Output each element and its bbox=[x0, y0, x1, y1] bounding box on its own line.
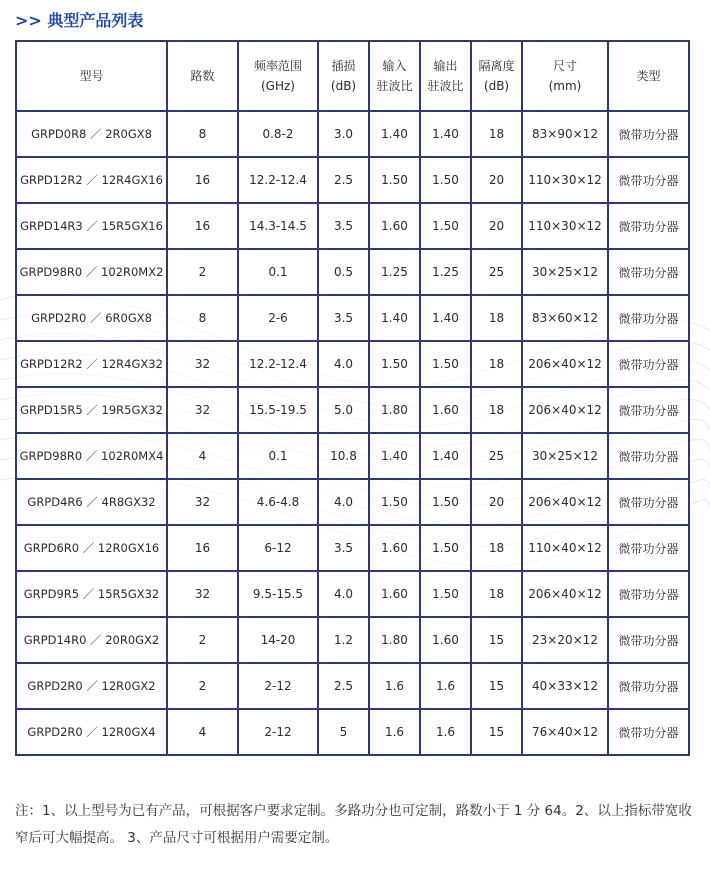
cell-input-vswr: 1.50 bbox=[369, 479, 420, 525]
table-row bbox=[16, 295, 689, 341]
footnote: 注：1、以上型号为已有产品，可根据客户要求定制。多路功分也可定制，路数小于 1 分 64。2、以上指标带宽收窄后可大幅提高。 3、产品尺寸可根据用户需要定制。 bbox=[15, 803, 692, 846]
cell-insertion-loss: 3.5 bbox=[318, 525, 369, 571]
cell-type: 微带功分器 bbox=[608, 387, 689, 433]
cell-frequency-range: 0.1 bbox=[238, 249, 318, 295]
cell-frequency-range: 14.3-14.5 bbox=[238, 203, 318, 249]
cell-frequency-range: 6-12 bbox=[238, 525, 318, 571]
header-line1: 插损 bbox=[331, 59, 356, 73]
cell-model: GRPD9R5 ／ 15R5GX32 bbox=[16, 571, 167, 617]
table-row bbox=[16, 111, 689, 157]
table-row bbox=[16, 387, 689, 433]
cell-output-vswr: 1.40 bbox=[420, 433, 471, 479]
cell-model: GRPD14R3 ／ 15R5GX16 bbox=[16, 203, 167, 249]
cell-dimensions: 206×40×12 bbox=[522, 387, 608, 433]
table-row bbox=[16, 663, 689, 709]
header-line1: 尺寸 bbox=[552, 59, 577, 73]
header-line2: 驻波比 bbox=[376, 79, 413, 93]
cell-dimensions: 206×40×12 bbox=[522, 571, 608, 617]
cell-frequency-range: 15.5-19.5 bbox=[238, 387, 318, 433]
cell-input-vswr: 1.40 bbox=[369, 295, 420, 341]
cell-insertion-loss: 4.0 bbox=[318, 341, 369, 387]
cell-model: GRPD15R5 ／ 19R5GX32 bbox=[16, 387, 167, 433]
header-line2: (dB) bbox=[483, 79, 510, 93]
header-isolation bbox=[471, 41, 522, 111]
cell-input-vswr: 1.6 bbox=[369, 663, 420, 709]
cell-dimensions: 40×33×12 bbox=[522, 663, 608, 709]
cell-output-vswr: 1.50 bbox=[420, 341, 471, 387]
cell-frequency-range: 12.2-12.4 bbox=[238, 157, 318, 203]
header-output-vswr bbox=[420, 41, 471, 111]
header-line1: 输出 bbox=[433, 59, 458, 73]
table-row bbox=[16, 433, 689, 479]
cell-isolation: 18 bbox=[471, 525, 522, 571]
cell-insertion-loss: 3.0 bbox=[318, 111, 369, 157]
cell-input-vswr: 1.60 bbox=[369, 203, 420, 249]
product-table bbox=[15, 40, 690, 756]
header-frequency-range bbox=[238, 41, 318, 111]
cell-type: 微带功分器 bbox=[608, 709, 689, 755]
cell-output-vswr: 1.60 bbox=[420, 617, 471, 663]
cell-output-vswr: 1.50 bbox=[420, 203, 471, 249]
header-line1: 型号 bbox=[79, 69, 104, 83]
cell-type: 微带功分器 bbox=[608, 663, 689, 709]
cell-dimensions: 30×25×12 bbox=[522, 249, 608, 295]
header-channels bbox=[167, 41, 238, 111]
header-line1: 隔离度 bbox=[478, 59, 515, 73]
cell-channels: 16 bbox=[167, 525, 238, 571]
cell-isolation: 25 bbox=[471, 249, 522, 295]
header-line2: (dB) bbox=[330, 79, 357, 93]
cell-input-vswr: 1.60 bbox=[369, 571, 420, 617]
header-type bbox=[608, 41, 689, 111]
cell-isolation: 25 bbox=[471, 433, 522, 479]
cell-dimensions: 83×60×12 bbox=[522, 295, 608, 341]
cell-model: GRPD2R0 ／ 6R0GX8 bbox=[16, 295, 167, 341]
table-row bbox=[16, 525, 689, 571]
cell-model: GRPD6R0 ／ 12R0GX16 bbox=[16, 525, 167, 571]
cell-insertion-loss: 2.5 bbox=[318, 157, 369, 203]
cell-type: 微带功分器 bbox=[608, 157, 689, 203]
cell-insertion-loss: 4.0 bbox=[318, 479, 369, 525]
cell-isolation: 20 bbox=[471, 479, 522, 525]
cell-isolation: 15 bbox=[471, 617, 522, 663]
cell-frequency-range: 4.6-4.8 bbox=[238, 479, 318, 525]
cell-type: 微带功分器 bbox=[608, 203, 689, 249]
page-title: >> 典型产品列表 bbox=[15, 11, 144, 30]
cell-channels: 4 bbox=[167, 709, 238, 755]
table-header-row bbox=[16, 41, 689, 111]
table-row bbox=[16, 617, 689, 663]
header-dimensions bbox=[522, 41, 608, 111]
cell-output-vswr: 1.6 bbox=[420, 663, 471, 709]
cell-type: 微带功分器 bbox=[608, 617, 689, 663]
cell-frequency-range: 0.8-2 bbox=[238, 111, 318, 157]
cell-type: 微带功分器 bbox=[608, 341, 689, 387]
table-row bbox=[16, 157, 689, 203]
cell-dimensions: 23×20×12 bbox=[522, 617, 608, 663]
cell-type: 微带功分器 bbox=[608, 111, 689, 157]
cell-isolation: 20 bbox=[471, 203, 522, 249]
cell-insertion-loss: 4.0 bbox=[318, 571, 369, 617]
cell-input-vswr: 1.50 bbox=[369, 341, 420, 387]
cell-isolation: 18 bbox=[471, 111, 522, 157]
cell-dimensions: 83×90×12 bbox=[522, 111, 608, 157]
cell-output-vswr: 1.50 bbox=[420, 479, 471, 525]
cell-type: 微带功分器 bbox=[608, 295, 689, 341]
table-row bbox=[16, 479, 689, 525]
cell-channels: 16 bbox=[167, 157, 238, 203]
table-row bbox=[16, 203, 689, 249]
cell-insertion-loss: 2.5 bbox=[318, 663, 369, 709]
cell-output-vswr: 1.50 bbox=[420, 571, 471, 617]
cell-insertion-loss: 0.5 bbox=[318, 249, 369, 295]
cell-isolation: 15 bbox=[471, 709, 522, 755]
cell-isolation: 18 bbox=[471, 295, 522, 341]
cell-frequency-range: 9.5-15.5 bbox=[238, 571, 318, 617]
cell-model: GRPD2R0 ／ 12R0GX4 bbox=[16, 709, 167, 755]
cell-input-vswr: 1.60 bbox=[369, 525, 420, 571]
table-row bbox=[16, 709, 689, 755]
cell-dimensions: 110×30×12 bbox=[522, 203, 608, 249]
cell-output-vswr: 1.40 bbox=[420, 111, 471, 157]
cell-model: GRPD98R0 ／ 102R0MX2 bbox=[16, 249, 167, 295]
cell-dimensions: 206×40×12 bbox=[522, 479, 608, 525]
table-row bbox=[16, 341, 689, 387]
cell-output-vswr: 1.50 bbox=[420, 157, 471, 203]
table-body bbox=[16, 111, 689, 755]
cell-type: 微带功分器 bbox=[608, 571, 689, 617]
cell-channels: 32 bbox=[167, 479, 238, 525]
header-line2: (GHz) bbox=[261, 79, 295, 93]
cell-type: 微带功分器 bbox=[608, 433, 689, 479]
cell-insertion-loss: 3.5 bbox=[318, 295, 369, 341]
cell-dimensions: 110×40×12 bbox=[522, 525, 608, 571]
cell-model: GRPD12R2 ／ 12R4GX32 bbox=[16, 341, 167, 387]
cell-channels: 8 bbox=[167, 111, 238, 157]
header-line1: 类型 bbox=[636, 69, 661, 83]
cell-frequency-range: 12.2-12.4 bbox=[238, 341, 318, 387]
cell-channels: 2 bbox=[167, 249, 238, 295]
cell-type: 微带功分器 bbox=[608, 525, 689, 571]
cell-model: GRPD2R0 ／ 12R0GX2 bbox=[16, 663, 167, 709]
cell-model: GRPD0R8 ／ 2R0GX8 bbox=[16, 111, 167, 157]
cell-insertion-loss: 10.8 bbox=[318, 433, 369, 479]
cell-input-vswr: 1.6 bbox=[369, 709, 420, 755]
header-line2: 驻波比 bbox=[427, 79, 464, 93]
cell-channels: 32 bbox=[167, 571, 238, 617]
cell-input-vswr: 1.40 bbox=[369, 433, 420, 479]
cell-insertion-loss: 3.5 bbox=[318, 203, 369, 249]
header-line1: 路数 bbox=[190, 69, 215, 83]
table-row bbox=[16, 571, 689, 617]
cell-isolation: 18 bbox=[471, 387, 522, 433]
cell-channels: 2 bbox=[167, 617, 238, 663]
header-model bbox=[16, 41, 167, 111]
cell-model: GRPD4R6 ／ 4R8GX32 bbox=[16, 479, 167, 525]
cell-channels: 32 bbox=[167, 341, 238, 387]
cell-dimensions: 76×40×12 bbox=[522, 709, 608, 755]
cell-frequency-range: 14-20 bbox=[238, 617, 318, 663]
cell-frequency-range: 0.1 bbox=[238, 433, 318, 479]
header-line1: 输入 bbox=[382, 59, 407, 73]
cell-channels: 32 bbox=[167, 387, 238, 433]
cell-type: 微带功分器 bbox=[608, 249, 689, 295]
cell-output-vswr: 1.50 bbox=[420, 525, 471, 571]
cell-insertion-loss: 1.2 bbox=[318, 617, 369, 663]
cell-isolation: 15 bbox=[471, 663, 522, 709]
cell-isolation: 18 bbox=[471, 341, 522, 387]
cell-channels: 16 bbox=[167, 203, 238, 249]
cell-output-vswr: 1.40 bbox=[420, 295, 471, 341]
header-insertion-loss bbox=[318, 41, 369, 111]
header-input-vswr bbox=[369, 41, 420, 111]
cell-model: GRPD14R0 ／ 20R0GX2 bbox=[16, 617, 167, 663]
cell-dimensions: 110×30×12 bbox=[522, 157, 608, 203]
table-row bbox=[16, 249, 689, 295]
cell-input-vswr: 1.40 bbox=[369, 111, 420, 157]
cell-dimensions: 206×40×12 bbox=[522, 341, 608, 387]
cell-type: 微带功分器 bbox=[608, 479, 689, 525]
header-line2: (mm) bbox=[548, 79, 582, 93]
cell-insertion-loss: 5.0 bbox=[318, 387, 369, 433]
cell-model: GRPD98R0 ／ 102R0MX4 bbox=[16, 433, 167, 479]
cell-output-vswr: 1.25 bbox=[420, 249, 471, 295]
cell-channels: 4 bbox=[167, 433, 238, 479]
cell-input-vswr: 1.50 bbox=[369, 157, 420, 203]
cell-input-vswr: 1.80 bbox=[369, 617, 420, 663]
cell-frequency-range: 2-12 bbox=[238, 709, 318, 755]
cell-output-vswr: 1.60 bbox=[420, 387, 471, 433]
cell-dimensions: 30×25×12 bbox=[522, 433, 608, 479]
cell-input-vswr: 1.25 bbox=[369, 249, 420, 295]
cell-isolation: 20 bbox=[471, 157, 522, 203]
cell-input-vswr: 1.80 bbox=[369, 387, 420, 433]
cell-frequency-range: 2-12 bbox=[238, 663, 318, 709]
cell-channels: 8 bbox=[167, 295, 238, 341]
cell-channels: 2 bbox=[167, 663, 238, 709]
cell-frequency-range: 2-6 bbox=[238, 295, 318, 341]
header-line1: 频率范围 bbox=[253, 59, 302, 73]
cell-isolation: 18 bbox=[471, 571, 522, 617]
cell-model: GRPD12R2 ／ 12R4GX16 bbox=[16, 157, 167, 203]
cell-output-vswr: 1.6 bbox=[420, 709, 471, 755]
cell-insertion-loss: 5 bbox=[318, 709, 369, 755]
